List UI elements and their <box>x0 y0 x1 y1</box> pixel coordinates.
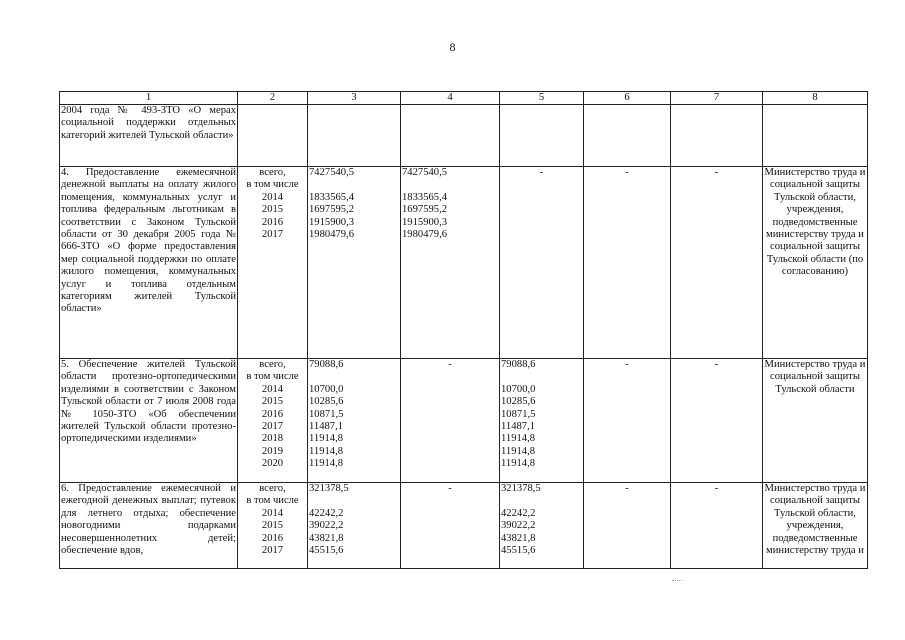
measure-description: 5. Обеспечение жителей Тульской области протезно-ортопедическими изделиями в соответствии с Законом Тульской области от 7 июля 2008 года № 1050-ЗТО «Об обеспечении жителей Тульской области протезно-ортопедическими изделиями» <box>60 359 238 483</box>
col5-cell <box>500 483 584 569</box>
col6-cell: - <box>584 167 671 359</box>
amount-value: 1697595,2 <box>402 204 448 216</box>
period-label: всего, <box>259 483 286 494</box>
col4-cell <box>401 483 500 569</box>
col3-cell <box>308 483 401 569</box>
dash-value: - <box>448 483 452 494</box>
period-cell <box>238 167 308 359</box>
period-label: в том числе <box>246 495 299 507</box>
col6-cell: - <box>584 359 671 483</box>
header-cell: 2 <box>238 92 308 105</box>
amount-value: 11914,8 <box>501 445 536 457</box>
amount-value: 10285,6 <box>501 396 536 408</box>
amount-value <box>501 495 582 507</box>
scan-mark <box>672 580 682 581</box>
budget-table <box>59 91 868 569</box>
amount-value: 1833565,4 <box>309 191 355 203</box>
period-cell <box>238 105 308 167</box>
amount-value: 1915900,3 <box>402 216 448 228</box>
period-label: 2015 <box>261 520 284 532</box>
amount-value: 1980479,6 <box>309 229 355 241</box>
col6-cell: - <box>584 483 671 569</box>
amount-value: 7427540,5 <box>402 167 448 178</box>
period-label: 2016 <box>261 532 284 544</box>
period-label: 2020 <box>261 458 284 470</box>
period-label: 2014 <box>261 507 284 519</box>
amount-value: 42242,2 <box>309 507 344 519</box>
amount-value: 1833565,4 <box>402 191 448 203</box>
amount-value: 1915900,3 <box>309 216 355 228</box>
executor-cell: Министерство труда и социальной защиты Тульской области, учреждения, подведомственные министерству труда и <box>763 483 868 569</box>
col6-cell <box>584 105 671 167</box>
header-cell: 7 <box>671 92 763 105</box>
period-label: 2019 <box>261 445 284 457</box>
dash-value: - <box>448 359 452 370</box>
amount-value <box>309 371 399 383</box>
dash-value: - <box>539 167 544 178</box>
executor-cell <box>763 105 868 167</box>
col4-cell <box>401 167 500 359</box>
amount-value: 10871,5 <box>501 408 536 420</box>
col5-cell <box>500 167 584 359</box>
header-row <box>60 92 868 105</box>
header-cell: 4 <box>401 92 500 105</box>
col3-cell <box>308 167 401 359</box>
amount-value: 43821,8 <box>309 532 344 544</box>
amount-value: 10285,6 <box>309 396 344 408</box>
amount-value <box>402 179 498 191</box>
amount-value: 11914,8 <box>309 445 344 457</box>
amount-value: 39022,2 <box>309 520 344 532</box>
period-cell <box>238 483 308 569</box>
col3-cell <box>308 105 401 167</box>
table-row <box>60 167 868 359</box>
period-label: 2016 <box>261 216 284 228</box>
col4-cell <box>401 359 500 483</box>
amount-value: 11487,1 <box>309 421 344 433</box>
period-label: всего, <box>259 359 286 370</box>
col7-cell <box>671 105 763 167</box>
amount-value: 10871,5 <box>309 408 344 420</box>
header-cell: 5 <box>500 92 584 105</box>
header-cell: 8 <box>763 92 868 105</box>
page-number: 8 <box>449 40 456 54</box>
period-label: 2017 <box>261 421 284 433</box>
table-row <box>60 483 868 569</box>
header-cell: 6 <box>584 92 671 105</box>
amount-value: 79088,6 <box>501 359 536 370</box>
header-cell: 3 <box>308 92 401 105</box>
col7-cell: - <box>671 359 763 483</box>
amount-value: 10700,0 <box>309 383 344 395</box>
amount-value: 11914,8 <box>501 433 536 445</box>
executor-cell: Министерство труда и социальной защиты Тульской области, учреждения, подведомственные министерству труда и социальной защиты Тульской области (по согласованию) <box>763 167 868 359</box>
amount-value: 43821,8 <box>501 532 536 544</box>
col7-cell: - <box>671 167 763 359</box>
col5-cell <box>500 105 584 167</box>
period-label: 2016 <box>261 408 284 420</box>
amount-value: 10700,0 <box>501 383 536 395</box>
col7-cell: - <box>671 483 763 569</box>
period-label: 2018 <box>261 433 284 445</box>
amount-value <box>501 371 582 383</box>
measure-description: 4. Предоставление ежемесячной денежной выплаты на оплату жилого помещения, коммунальных услуг и топлива федеральным льготникам в соответствии с Законом Тульской области от 30 декабря 2005 года № 666-ЗТО «О форме предоставления мер социальной поддержки по оплате жилого помещения, коммунальных услуг и топлива отдельным категориям жителей Тульской области» <box>60 167 238 359</box>
period-label: 2015 <box>261 396 284 408</box>
amount-value <box>309 495 399 507</box>
amount-value: 1697595,2 <box>309 204 355 216</box>
period-cell <box>238 359 308 483</box>
amount-value: 42242,2 <box>501 507 536 519</box>
period-label: 2015 <box>261 204 284 216</box>
amount-value: 79088,6 <box>309 359 344 370</box>
amount-value: 321378,5 <box>309 483 349 494</box>
amount-value: 45515,6 <box>501 545 536 557</box>
amount-value <box>309 179 399 191</box>
period-label: 2014 <box>261 383 284 395</box>
period-label: всего, <box>259 167 286 178</box>
amount-value: 45515,6 <box>309 545 344 557</box>
amount-value: 321378,5 <box>501 483 541 494</box>
amount-value: 11487,1 <box>501 421 536 433</box>
period-label: 2014 <box>261 191 284 203</box>
col5-cell <box>500 359 584 483</box>
header-cell: 1 <box>60 92 238 105</box>
period-label: 2017 <box>261 545 284 557</box>
executor-cell: Министерство труда и социальной защиты Тульской области <box>763 359 868 483</box>
period-label: в том числе <box>246 371 299 383</box>
amount-value: 1980479,6 <box>402 229 448 241</box>
table-row <box>60 105 868 167</box>
measure-description: 2004 года № 493-ЗТО «О мерах социальной поддержки отдельных категорий жителей Тульской области» <box>60 105 238 167</box>
measure-description: 6. Предоставление ежемесячной и ежегодной денежных выплат; путевок для летнего отдыха; обеспечение новогодними подарками несовершеннолетних детей; обеспечение вдов, <box>60 483 238 569</box>
amount-value: 11914,8 <box>501 458 536 470</box>
table-row <box>60 359 868 483</box>
period-label: в том числе <box>246 179 299 191</box>
amount-value: 7427540,5 <box>309 167 355 178</box>
amount-value: 11914,8 <box>309 433 344 445</box>
col3-cell <box>308 359 401 483</box>
col4-cell <box>401 105 500 167</box>
amount-value: 39022,2 <box>501 520 536 532</box>
amount-value: 11914,8 <box>309 458 344 470</box>
period-label: 2017 <box>261 229 284 241</box>
